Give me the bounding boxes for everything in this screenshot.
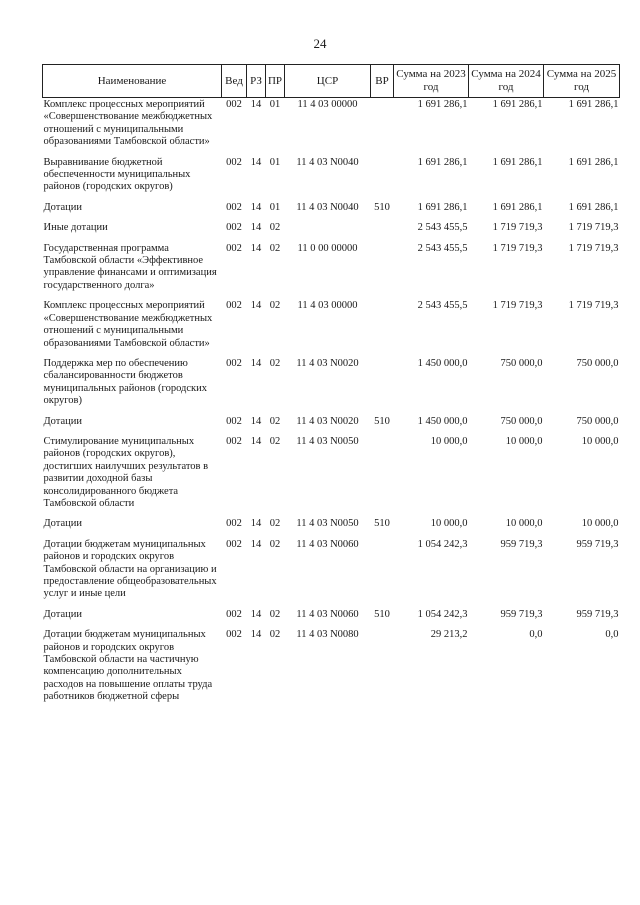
cell-csr: 11 4 03 N0020	[296, 357, 359, 369]
cell-ved: 002	[226, 415, 242, 427]
cell-ved: 002	[226, 629, 242, 641]
cell-sum-2025: 1 719 719,3	[568, 222, 619, 234]
cell-sum-2024: 750 000,0	[500, 415, 543, 427]
cell-sum-2024: 750 000,0	[500, 357, 543, 369]
cell-pr: 02	[269, 518, 281, 530]
cell-pr: 02	[269, 608, 281, 620]
cell-name: Дотации	[43, 608, 83, 620]
cell-sum-2024: 1 719 719,3	[492, 242, 543, 254]
cell-csr: 11 4 03 N0020	[296, 415, 359, 427]
cell-vr	[371, 242, 394, 300]
header-sum-2025: Сумма на 2025 год	[544, 65, 620, 98]
cell-name: Дотации	[43, 518, 83, 530]
cell-rz: 14	[250, 300, 262, 312]
cell-sum-2023: 1 054 242,3	[417, 538, 468, 550]
cell-sum-2023: 10 000,0	[430, 518, 468, 530]
cell-rz: 14	[250, 99, 262, 110]
header-ved: Вед	[222, 65, 247, 98]
table-row	[43, 628, 620, 710]
cell-vr: 510	[374, 415, 390, 427]
cell-vr	[371, 357, 394, 415]
cell-sum-2024: 1 719 719,3	[492, 222, 543, 234]
cell-name: Поддержка мер по обеспечению сбалансированности бюджетов муниципальных районов (городских округов)	[43, 357, 208, 407]
table-row	[43, 608, 620, 628]
header-sum-2024: Сумма на 2024 год	[469, 65, 544, 98]
cell-vr	[371, 628, 394, 710]
cell-sum-2024: 1 691 286,1	[492, 201, 543, 213]
table-header-row	[43, 65, 620, 98]
cell-name: Стимулирование муниципальных районов (городских округов), достигших наилучших результатов в развитии доходной базы консолидированного бюджета Тамбовской области	[43, 435, 209, 509]
table-row	[43, 221, 620, 241]
header-pr: ПР	[266, 65, 285, 98]
cell-csr: 11 4 03 N0060	[296, 538, 359, 550]
cell-csr: 11 4 03 N0040	[296, 201, 359, 213]
cell-csr: 11 4 03 N0080	[296, 629, 359, 641]
table-row	[43, 538, 620, 608]
page-number: 24	[313, 36, 327, 51]
header-vr: ВР	[371, 65, 394, 98]
cell-rz: 14	[250, 201, 262, 213]
cell-vr: 510	[374, 518, 390, 530]
table-row	[43, 517, 620, 537]
cell-csr: 11 4 03 00000	[297, 99, 358, 110]
cell-sum-2025: 1 691 286,1	[568, 156, 619, 168]
cell-name: Комплекс процессных мероприятий «Совершенствование межбюджетных отношений с муниципальными образованиями Тамбовской области»	[43, 99, 213, 148]
cell-sum-2024: 1 719 719,3	[492, 300, 543, 312]
cell-ved: 002	[226, 538, 242, 550]
cell-pr: 02	[269, 415, 281, 427]
table-row	[43, 242, 620, 300]
cell-rz: 14	[250, 608, 262, 620]
cell-pr: 01	[269, 99, 281, 110]
cell-sum-2023: 2 543 455,5	[417, 300, 468, 312]
cell-sum-2024: 1 691 286,1	[492, 99, 543, 110]
cell-pr: 02	[269, 357, 281, 369]
cell-sum-2024: 0,0	[529, 629, 543, 641]
header-rz: РЗ	[247, 65, 266, 98]
cell-sum-2025: 1 719 719,3	[568, 300, 619, 312]
cell-vr	[371, 156, 394, 201]
cell-ved: 002	[226, 99, 242, 110]
cell-sum-2024: 959 719,3	[500, 608, 543, 620]
cell-sum-2024: 959 719,3	[500, 538, 543, 550]
cell-rz: 14	[250, 357, 262, 369]
cell-sum-2024: 10 000,0	[505, 435, 543, 447]
cell-sum-2023: 1 054 242,3	[417, 608, 468, 620]
table-row	[43, 415, 620, 435]
table-row	[43, 357, 620, 415]
cell-vr	[371, 98, 394, 156]
cell-sum-2025: 750 000,0	[576, 415, 619, 427]
cell-vr	[371, 299, 394, 357]
cell-ved: 002	[226, 357, 242, 369]
cell-name: Иные дотации	[43, 222, 108, 234]
cell-ved: 002	[226, 201, 242, 213]
table-row	[43, 201, 620, 221]
cell-name: Государственная программа Тамбовской области «Эффективное управление финансами и оптимизация государственного долга»	[43, 242, 217, 291]
cell-sum-2025: 959 719,3	[576, 608, 619, 620]
cell-sum-2023: 1 450 000,0	[417, 357, 468, 369]
cell-sum-2025: 1 691 286,1	[568, 201, 619, 213]
cell-pr: 02	[269, 242, 281, 254]
cell-sum-2023: 1 450 000,0	[417, 415, 468, 427]
cell-sum-2025: 10 000,0	[581, 518, 619, 530]
cell-sum-2025: 959 719,3	[576, 538, 619, 550]
cell-ved: 002	[226, 608, 242, 620]
cell-sum-2023: 1 691 286,1	[417, 99, 468, 110]
cell-name: Комплекс процессных мероприятий «Совершенствование межбюджетных отношений с муниципальными образованиями Тамбовской области»	[43, 300, 213, 349]
cell-ved: 002	[226, 518, 242, 530]
table-row	[43, 156, 620, 201]
cell-rz: 14	[250, 156, 262, 168]
cell-pr: 02	[269, 300, 281, 312]
cell-csr	[285, 221, 371, 241]
cell-csr: 11 4 03 N0060	[296, 608, 359, 620]
cell-sum-2023: 2 543 455,5	[417, 222, 468, 234]
cell-vr	[371, 221, 394, 241]
cell-rz: 14	[250, 538, 262, 550]
header-name: Наименование	[43, 65, 222, 98]
cell-name: Выравнивание бюджетной обеспеченности муниципальных районов (городских округов)	[43, 156, 191, 193]
cell-ved: 002	[226, 156, 242, 168]
cell-ved: 002	[226, 300, 242, 312]
cell-rz: 14	[250, 435, 262, 447]
cell-name: Дотации бюджетам муниципальных районов и городских округов Тамбовской области на организацию и предоставление общеобразовательных услуг и иные цели	[43, 538, 217, 600]
cell-rz: 14	[250, 222, 262, 234]
cell-csr: 11 4 03 00000	[297, 300, 358, 312]
cell-sum-2025: 1 691 286,1	[568, 99, 619, 110]
cell-pr: 02	[269, 435, 281, 447]
cell-pr: 02	[269, 629, 281, 641]
cell-pr: 01	[269, 156, 281, 168]
cell-pr: 02	[269, 222, 281, 234]
cell-rz: 14	[250, 242, 262, 254]
cell-sum-2025: 10 000,0	[581, 435, 619, 447]
header-sum-2023: Сумма на 2023 год	[394, 65, 469, 98]
cell-rz: 14	[250, 415, 262, 427]
cell-sum-2023: 1 691 286,1	[417, 201, 468, 213]
cell-pr: 02	[269, 538, 281, 550]
header-csr: ЦСР	[285, 65, 371, 98]
budget-table	[42, 64, 620, 711]
cell-rz: 14	[250, 518, 262, 530]
cell-csr: 11 4 03 N0040	[296, 156, 359, 168]
cell-vr: 510	[374, 201, 390, 213]
cell-csr: 11 0 00 00000	[297, 242, 358, 254]
cell-vr: 510	[374, 608, 390, 620]
cell-sum-2023: 29 213,2	[430, 629, 468, 641]
cell-ved: 002	[226, 435, 242, 447]
cell-sum-2025: 1 719 719,3	[568, 242, 619, 254]
cell-pr: 01	[269, 201, 281, 213]
cell-sum-2025: 750 000,0	[576, 357, 619, 369]
cell-sum-2023: 2 543 455,5	[417, 242, 468, 254]
cell-sum-2024: 1 691 286,1	[492, 156, 543, 168]
cell-name: Дотации бюджетам муниципальных районов и городских округов Тамбовской области на частичную компенсацию дополнительных расходов на повышение оплаты труда работников бюджетной сферы	[43, 629, 213, 703]
cell-name: Дотации	[43, 201, 83, 213]
cell-ved: 002	[226, 222, 242, 234]
cell-name: Дотации	[43, 415, 83, 427]
cell-sum-2025: 0,0	[605, 629, 619, 641]
cell-ved: 002	[226, 242, 242, 254]
cell-csr: 11 4 03 N0050	[296, 435, 359, 447]
cell-sum-2023: 1 691 286,1	[417, 156, 468, 168]
cell-sum-2024: 10 000,0	[505, 518, 543, 530]
cell-sum-2023: 10 000,0	[430, 435, 468, 447]
cell-csr: 11 4 03 N0050	[296, 518, 359, 530]
cell-rz: 14	[250, 629, 262, 641]
table-row	[43, 98, 620, 156]
table-row	[43, 435, 620, 517]
cell-vr	[371, 538, 394, 608]
table-row	[43, 299, 620, 357]
cell-vr	[371, 435, 394, 517]
